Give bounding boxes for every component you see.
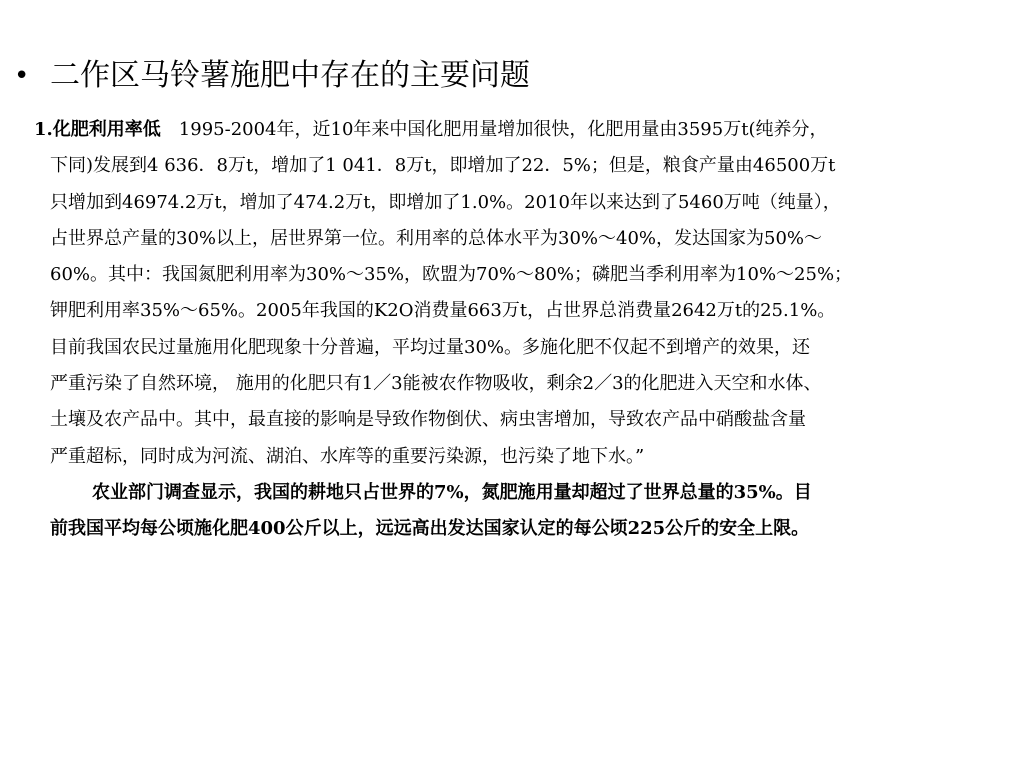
slide-title: 二作区马铃薯施肥中存在的主要问题 xyxy=(50,58,530,93)
paragraph-line xyxy=(34,112,1010,148)
paragraph-line: 严重超标，同时成为河流、湖泊、水库等的重要污染源，也污染了地下水。” xyxy=(50,445,645,467)
paragraph-line: 60%。其中：我国氮肥利用率为30%～35%，欧盟为70%～80%；磷肥当季利用率为10%～25%； xyxy=(50,264,853,286)
paragraph-line: 钾肥利用率35%～65%。2005年我国的K2O消费量663万t，占世界总消费量2642万t的25.1%。 xyxy=(50,300,836,322)
paragraph-line: 只增加到46974.2万t，增加了474.2万t，即增加了1.0%。2010年以来达到了5460万吨（纯量）， xyxy=(50,191,841,213)
bold-paragraph-line: 前我国平均每公顷施化肥400公斤以上，远远高出发达国家认定的每公顷225公斤的安全上限。 xyxy=(50,518,810,540)
line-text: 1995-2004年，近10年来中国化肥用量增加很快，化肥用量由3595万t(纯养分， xyxy=(178,119,828,140)
paragraph-line: 下同)发展到4 636．8万t，增加了1 041．8万t，即增加了22．5%；但是，粮食产量由46500万t xyxy=(50,155,836,177)
paragraph-line: 土壤及农产品中。其中，最直接的影响是导致作物倒伏、病虫害增加，导致农产品中硝酸盐含量 xyxy=(50,409,806,431)
paragraph-line: 严重污染了自然环境， 施用的化肥只有1／3能被农作物吸收，剩余2／3的化肥进入天空和水体、 xyxy=(50,373,822,395)
paragraph-line: 占世界总产量的30%以上，居世界第一位。利用率的总体水平为30%～40%，发达国家为50%～ xyxy=(50,227,823,249)
paragraph-line: 目前我国农民过量施用化肥现象十分普遍，平均过量30%。多施化肥不仅起不到增产的效果，还 xyxy=(50,336,811,358)
title-row xyxy=(10,52,990,102)
bold-paragraph-line: 农业部门调查显示，我国的耕地只占世界的7%，氮肥施用量却超过了世界总量的35%。目 xyxy=(92,481,812,503)
section-label: 1.化肥利用率低 xyxy=(34,119,161,140)
bullet-icon: • xyxy=(14,61,30,91)
body-text xyxy=(34,112,1010,548)
